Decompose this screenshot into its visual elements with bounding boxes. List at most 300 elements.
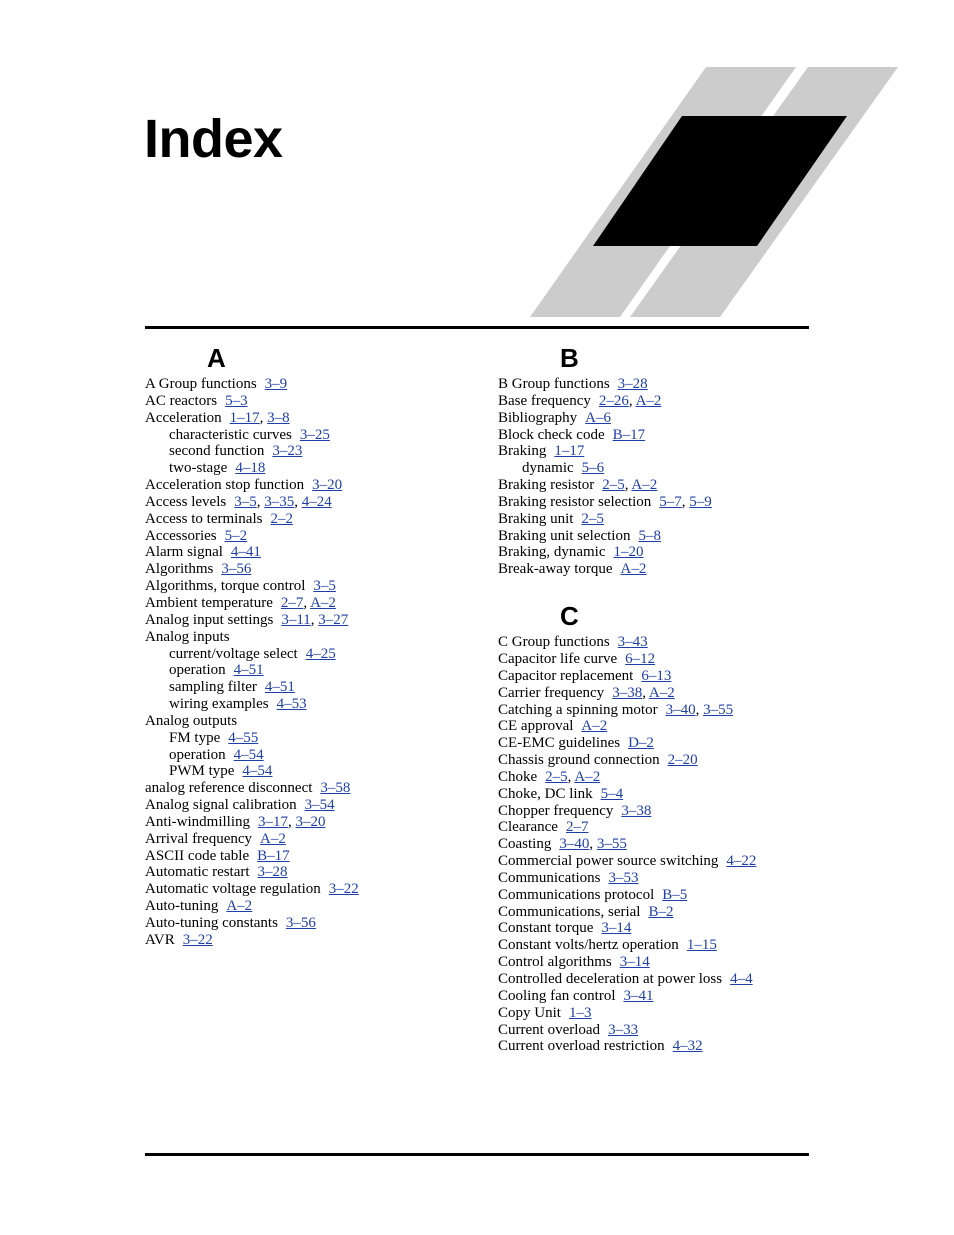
entry-term: Chopper frequency — [498, 802, 614, 819]
page-ref-link[interactable]: 5–4 — [600, 785, 624, 802]
page-ref-link[interactable]: 3–23 — [272, 443, 303, 460]
entry-term: Braking unit selection — [498, 527, 631, 544]
entry-page-refs — [623, 988, 653, 1004]
index-entry — [145, 713, 465, 730]
page-ref-link[interactable]: 2–5 — [545, 768, 568, 785]
entry-term: Auto-tuning constants — [145, 915, 278, 931]
entry-term: CE approval — [498, 718, 574, 735]
section-letter: C — [560, 601, 579, 632]
entry-page-refs — [618, 634, 648, 650]
index-entry — [145, 511, 465, 528]
entry-term: Controlled deceleration at power loss — [498, 971, 723, 987]
index-subentry — [145, 696, 465, 713]
page-ref-link[interactable]: 3–9 — [264, 376, 288, 392]
entry-page-refs — [668, 752, 698, 768]
entry-page-refs — [234, 494, 332, 510]
entry-page-refs — [618, 376, 648, 392]
page-ref-link[interactable]: 2–5 — [581, 510, 604, 527]
ref-separator: , — [681, 493, 690, 510]
entry-page-refs — [281, 612, 348, 628]
page-ref-link[interactable]: 3–25 — [299, 426, 330, 443]
page-ref-link[interactable]: 1–17 — [229, 409, 260, 426]
ref-separator: , — [642, 684, 649, 701]
entry-page-refs — [625, 651, 655, 667]
page-ref-link[interactable]: B–2 — [648, 903, 674, 920]
entry-term: two-stage — [169, 460, 228, 477]
index-entry — [498, 786, 818, 803]
entry-term: Copy Unit — [498, 1004, 561, 1021]
page-ref-link[interactable]: 3–8 — [267, 409, 290, 426]
index-entry — [145, 528, 465, 545]
entry-term: Choke, DC link — [498, 785, 593, 802]
page-ref-link[interactable]: 2–26 — [598, 392, 629, 409]
page-ref-link[interactable]: 3–56 — [221, 561, 252, 578]
page-ref-link[interactable]: 3–43 — [617, 634, 648, 651]
entry-term: Analog signal calibration — [145, 797, 297, 814]
index-entry — [145, 831, 465, 848]
page-ref-link[interactable]: A–6 — [585, 409, 612, 426]
entry-page-refs — [621, 561, 647, 577]
index-entry — [145, 410, 465, 427]
entry-term: Commercial power source switching — [498, 853, 719, 870]
page-ref-link[interactable]: 3–33 — [608, 1021, 639, 1038]
index-column-right — [498, 340, 818, 1055]
entry-term: Access to terminals — [145, 510, 263, 527]
index-entry — [498, 634, 818, 651]
index-entry — [145, 477, 465, 494]
entry-term: AVR — [145, 931, 175, 948]
page-ref-link[interactable]: 3–38 — [612, 684, 643, 701]
entry-term: Automatic restart — [145, 864, 250, 881]
index-entry — [145, 376, 465, 393]
page-ref-link[interactable]: 3–20 — [295, 813, 326, 830]
index-entry — [498, 544, 818, 561]
entry-term: Automatic voltage regulation — [145, 881, 321, 898]
entry-page-refs — [183, 932, 213, 948]
page-ref-link[interactable]: 3–58 — [320, 780, 351, 797]
entry-page-refs — [581, 718, 607, 734]
index-entry — [498, 393, 818, 410]
index-entry — [145, 612, 465, 629]
index-entry — [498, 494, 818, 511]
page-ref-link[interactable]: 3–56 — [285, 915, 316, 931]
page-ref-link[interactable]: 3–14 — [619, 954, 650, 971]
index-entry — [498, 1038, 818, 1055]
entry-page-refs — [226, 898, 252, 914]
page-ref-link[interactable]: 4–25 — [305, 645, 336, 662]
entry-page-refs — [662, 887, 687, 903]
ref-separator: , — [567, 768, 575, 785]
page-ref-link[interactable]: 3–17 — [258, 813, 288, 830]
entry-term: Braking — [498, 443, 547, 460]
index-section — [145, 340, 465, 949]
entry-page-refs — [225, 393, 248, 409]
page-ref-link[interactable]: A–2 — [648, 684, 675, 701]
bottom-rule — [145, 1153, 809, 1156]
ref-separator: , — [256, 493, 265, 510]
entry-term: Arrival frequency — [145, 830, 253, 847]
entry-term: CE-EMC guidelines — [498, 735, 621, 752]
page-ref-link[interactable]: 3–35 — [264, 493, 295, 510]
page-ref-link[interactable]: 4–18 — [235, 460, 266, 477]
index-section — [498, 598, 818, 1055]
index-entry — [498, 668, 818, 685]
page-ref-link[interactable]: 2–7 — [280, 594, 304, 611]
page-ref-link[interactable]: 4–51 — [233, 662, 264, 679]
index-entry — [498, 376, 818, 393]
page-ref-link[interactable]: A–2 — [631, 477, 658, 494]
entry-term: PWM type — [169, 763, 235, 780]
entry-page-refs — [230, 410, 290, 426]
index-entry — [498, 702, 818, 719]
entry-page-refs — [221, 561, 251, 577]
page-ref-link[interactable]: 4–32 — [672, 1038, 703, 1055]
ref-separator: , — [624, 477, 632, 494]
entry-term: C Group functions — [498, 634, 610, 651]
page-ref-link[interactable]: 2–2 — [270, 510, 293, 527]
entry-term: Constant torque — [498, 920, 594, 937]
page-ref-link[interactable]: 3–28 — [617, 376, 648, 392]
page-title: Index — [144, 109, 283, 169]
entry-page-refs — [234, 662, 264, 678]
page-ref-link[interactable]: 4–53 — [276, 696, 307, 713]
page-ref-link[interactable]: 5–8 — [638, 527, 661, 544]
entry-page-refs — [265, 679, 295, 695]
top-rule — [145, 326, 809, 329]
page-ref-link[interactable]: 5–6 — [581, 460, 605, 477]
index-entry — [498, 718, 818, 735]
index-entry — [498, 887, 818, 904]
entry-term: Anti-windmilling — [145, 813, 250, 830]
index-entry — [145, 932, 465, 949]
entry-term: Analog inputs — [145, 628, 230, 645]
ref-separator: , — [259, 409, 268, 426]
entry-page-refs — [628, 735, 654, 751]
entry-term: second function — [169, 443, 265, 460]
entry-term: Break-away torque — [498, 561, 613, 578]
entry-term: Cooling fan control — [498, 987, 616, 1004]
index-entry — [145, 561, 465, 578]
page-ref-link[interactable]: 1–20 — [613, 544, 644, 561]
entry-term: Accessories — [145, 527, 217, 544]
page-ref-link[interactable]: D–2 — [628, 735, 654, 752]
entry-term: Current overload — [498, 1021, 601, 1038]
entry-term: sampling filter — [169, 679, 257, 696]
index-subentry — [145, 763, 465, 780]
entry-page-refs — [730, 971, 753, 987]
entry-page-refs — [277, 696, 307, 712]
index-subentry — [498, 460, 818, 477]
page-ref-link[interactable]: 6–12 — [625, 650, 656, 667]
page-ref-link[interactable]: A–2 — [310, 594, 336, 611]
entry-page-refs — [242, 763, 272, 779]
index-entry — [498, 971, 818, 988]
entry-term: wiring examples — [169, 696, 269, 713]
page-ref-link[interactable]: 3–53 — [608, 869, 639, 886]
index-entry — [498, 511, 818, 528]
index-entry — [498, 752, 818, 769]
entry-term: Capacitor replacement — [498, 667, 634, 684]
index-entry — [498, 1005, 818, 1022]
entry-page-refs — [581, 511, 604, 527]
ref-separator: , — [589, 836, 597, 853]
index-subentry — [145, 747, 465, 764]
entry-term: Catching a spinning motor — [498, 701, 658, 718]
index-subentry — [145, 443, 465, 460]
entry-term: Analog input settings — [145, 611, 274, 628]
entry-term: Braking, dynamic — [498, 544, 606, 561]
page-ref-link[interactable]: 5–2 — [224, 527, 248, 544]
entry-page-refs — [641, 668, 671, 684]
section-letter: A — [207, 343, 226, 373]
page-ref-link[interactable]: A–2 — [226, 898, 253, 915]
page-ref-link[interactable]: 3–28 — [257, 864, 288, 881]
entry-term: Alarm signal — [145, 544, 223, 561]
page-ref-link[interactable]: B–17 — [257, 847, 290, 864]
entry-page-refs — [286, 915, 316, 931]
page-ref-link[interactable]: 1–17 — [554, 443, 585, 460]
index-subentry — [145, 646, 465, 663]
entry-page-refs — [609, 870, 639, 886]
entry-page-refs — [666, 702, 734, 718]
entry-page-refs — [258, 864, 288, 880]
index-entry — [145, 864, 465, 881]
page-ref-link[interactable]: 4–55 — [228, 729, 259, 746]
entry-term: Block check code — [498, 426, 605, 443]
page-ref-link[interactable]: 4–41 — [230, 544, 261, 561]
page-ref-link[interactable]: 3–5 — [313, 578, 336, 595]
entry-page-refs — [621, 803, 651, 819]
index-entry — [145, 881, 465, 898]
entry-term: Algorithms — [145, 561, 214, 578]
page-ref-link[interactable]: B–17 — [612, 426, 646, 443]
index-entry — [145, 814, 465, 831]
entry-page-refs — [613, 427, 646, 443]
page-ref-link[interactable]: B–5 — [662, 886, 688, 903]
entry-term: AC reactors — [145, 392, 218, 409]
page-ref-link[interactable]: A–2 — [635, 392, 662, 409]
entry-term: Constant volts/hertz operation — [498, 937, 679, 954]
ref-separator: , — [695, 701, 704, 718]
ref-separator: , — [288, 813, 296, 830]
page-ref-link[interactable]: 1–15 — [686, 937, 717, 954]
page-ref-link[interactable]: 3–5 — [234, 493, 257, 510]
page-ref-link[interactable]: 3–22 — [328, 881, 359, 898]
entry-page-refs — [300, 427, 330, 443]
entry-term: Acceleration stop function — [145, 477, 305, 494]
entry-term: A Group functions — [145, 376, 257, 392]
entry-term: Auto-tuning — [145, 898, 219, 915]
index-entry — [498, 410, 818, 427]
page-ref-link[interactable]: 3–38 — [621, 802, 652, 819]
index-entry — [498, 870, 818, 887]
index-entry — [145, 629, 465, 646]
entry-term: Control algorithms — [498, 954, 612, 971]
page-ref-link[interactable]: 3–40 — [559, 836, 590, 853]
page-ref-link[interactable]: 4–22 — [726, 853, 757, 870]
entry-page-refs — [601, 920, 631, 936]
index-entry — [498, 988, 818, 1005]
chapter-tab-graphic — [0, 0, 954, 330]
entry-page-refs — [265, 376, 288, 392]
entry-term: Analog outputs — [145, 712, 238, 729]
entry-page-refs — [312, 477, 342, 493]
page-ref-link[interactable]: 4–54 — [242, 763, 273, 780]
entry-page-refs — [638, 528, 661, 544]
ref-separator: , — [310, 611, 319, 628]
entry-page-refs — [228, 730, 258, 746]
entry-page-refs — [234, 747, 264, 763]
entry-page-refs — [258, 814, 326, 830]
entry-term: Carrier frequency — [498, 684, 605, 701]
index-entry — [498, 920, 818, 937]
entry-page-refs — [329, 881, 359, 897]
page-ref-link[interactable]: A–2 — [581, 718, 608, 735]
entry-page-refs — [272, 443, 302, 459]
entry-page-refs — [231, 544, 261, 560]
entry-term: operation — [169, 746, 226, 763]
entry-term: Communications, serial — [498, 903, 641, 920]
entry-term: Base frequency — [498, 392, 591, 409]
index-entry — [498, 836, 818, 853]
entry-term: Braking resistor — [498, 477, 595, 494]
index-entry — [145, 393, 465, 410]
index-entry — [498, 443, 818, 460]
index-entry — [498, 1022, 818, 1039]
index-entry — [498, 685, 818, 702]
index-column-left — [145, 340, 465, 949]
page-ref-link[interactable]: 4–54 — [233, 746, 264, 763]
entry-term: Communications — [498, 869, 601, 886]
index-subentry — [145, 427, 465, 444]
page-ref-link[interactable]: 3–55 — [703, 701, 734, 718]
entry-term: Braking resistor selection — [498, 493, 652, 510]
index-entry — [498, 427, 818, 444]
page-ref-link[interactable]: 1–3 — [568, 1004, 592, 1021]
index-entry — [498, 528, 818, 545]
entry-term: Bibliography — [498, 409, 578, 426]
entry-page-refs — [620, 954, 650, 970]
page-ref-link[interactable]: 3–22 — [182, 931, 213, 948]
index-entry — [498, 853, 818, 870]
page-ref-link[interactable]: 3–41 — [623, 987, 654, 1004]
entry-term: analog reference disconnect — [145, 780, 313, 797]
entry-term: Ambient temperature — [145, 594, 273, 611]
page-ref-link[interactable]: 4–4 — [730, 971, 753, 987]
page-ref-link[interactable]: 5–9 — [689, 493, 712, 510]
entry-term: Algorithms, torque control — [145, 578, 306, 595]
page-ref-link[interactable]: 5–7 — [659, 493, 682, 510]
entry-term: dynamic — [522, 460, 574, 477]
page-ref-link[interactable]: A–2 — [260, 830, 286, 847]
index-entry — [498, 769, 818, 786]
entry-term: Braking unit — [498, 510, 574, 527]
index-entry — [145, 915, 465, 932]
entry-term: Chassis ground connection — [498, 752, 660, 769]
page-ref-link[interactable]: 3–14 — [601, 920, 632, 937]
index-entry — [145, 544, 465, 561]
entry-page-refs — [281, 595, 336, 611]
page-ref-link[interactable]: 3–55 — [596, 836, 627, 853]
entry-term: characteristic curves — [169, 426, 292, 443]
index-entry — [145, 898, 465, 915]
page-ref-link[interactable]: 3–20 — [312, 477, 343, 494]
index-entry — [145, 797, 465, 814]
entry-page-refs — [554, 443, 584, 459]
entry-term: Capacitor life curve — [498, 650, 618, 667]
index-subentry — [145, 730, 465, 747]
ref-separator: , — [628, 392, 636, 409]
entry-page-refs — [659, 494, 712, 510]
entry-term: Current overload restriction — [498, 1038, 665, 1055]
index-section — [498, 340, 818, 578]
index-entry — [145, 494, 465, 511]
entry-term: Coasting — [498, 836, 552, 853]
entry-page-refs — [726, 853, 756, 869]
entry-term: Communications protocol — [498, 886, 655, 903]
entry-page-refs — [585, 410, 611, 426]
page-ref-link[interactable]: A–2 — [574, 768, 601, 785]
entry-page-refs — [687, 937, 717, 953]
index-entry — [145, 848, 465, 865]
entry-page-refs — [569, 1005, 592, 1021]
entry-term: FM type — [169, 729, 221, 746]
entry-term: current/voltage select — [169, 645, 298, 662]
entry-term: B Group functions — [498, 376, 610, 392]
entry-page-refs — [613, 544, 643, 560]
index-entry — [145, 595, 465, 612]
entry-page-refs — [545, 769, 600, 785]
index-entry — [498, 803, 818, 820]
entry-term: ASCII code table — [145, 847, 250, 864]
entry-page-refs — [270, 511, 293, 527]
page-ref-link[interactable]: 3–27 — [318, 611, 349, 628]
entry-page-refs — [566, 819, 589, 835]
entry-term: operation — [169, 662, 226, 679]
page-ref-link[interactable]: 3–11 — [281, 611, 311, 628]
index-entry — [498, 561, 818, 578]
page-ref-link[interactable]: A–2 — [620, 561, 647, 578]
index-entry — [498, 651, 818, 668]
entry-page-refs — [608, 1022, 638, 1038]
entry-term: Clearance — [498, 819, 558, 836]
index-entry — [498, 819, 818, 836]
page-ref-link[interactable]: 2–7 — [565, 819, 589, 836]
entry-page-refs — [225, 528, 248, 544]
page-ref-link[interactable]: 4–24 — [301, 493, 332, 510]
entry-page-refs — [313, 578, 336, 594]
index-subentry — [145, 662, 465, 679]
page-ref-link[interactable]: 6–13 — [641, 667, 672, 684]
entry-page-refs — [320, 780, 350, 796]
page-ref-link[interactable]: 2–5 — [602, 477, 625, 494]
index-entry — [498, 477, 818, 494]
page-ref-link[interactable]: 3–40 — [665, 701, 696, 718]
page-ref-link[interactable]: 2–20 — [667, 752, 698, 769]
page-ref-link[interactable]: 5–3 — [225, 392, 248, 409]
entry-page-refs — [306, 646, 336, 662]
index-entry — [498, 735, 818, 752]
ref-separator: , — [303, 594, 311, 611]
index-entry — [498, 904, 818, 921]
page-ref-link[interactable]: 4–51 — [264, 679, 295, 696]
entry-page-refs — [673, 1038, 703, 1054]
entry-page-refs — [559, 836, 627, 852]
entry-page-refs — [648, 904, 673, 920]
entry-page-refs — [601, 786, 624, 802]
page-ref-link[interactable]: 3–54 — [304, 797, 335, 814]
index-entry — [498, 954, 818, 971]
